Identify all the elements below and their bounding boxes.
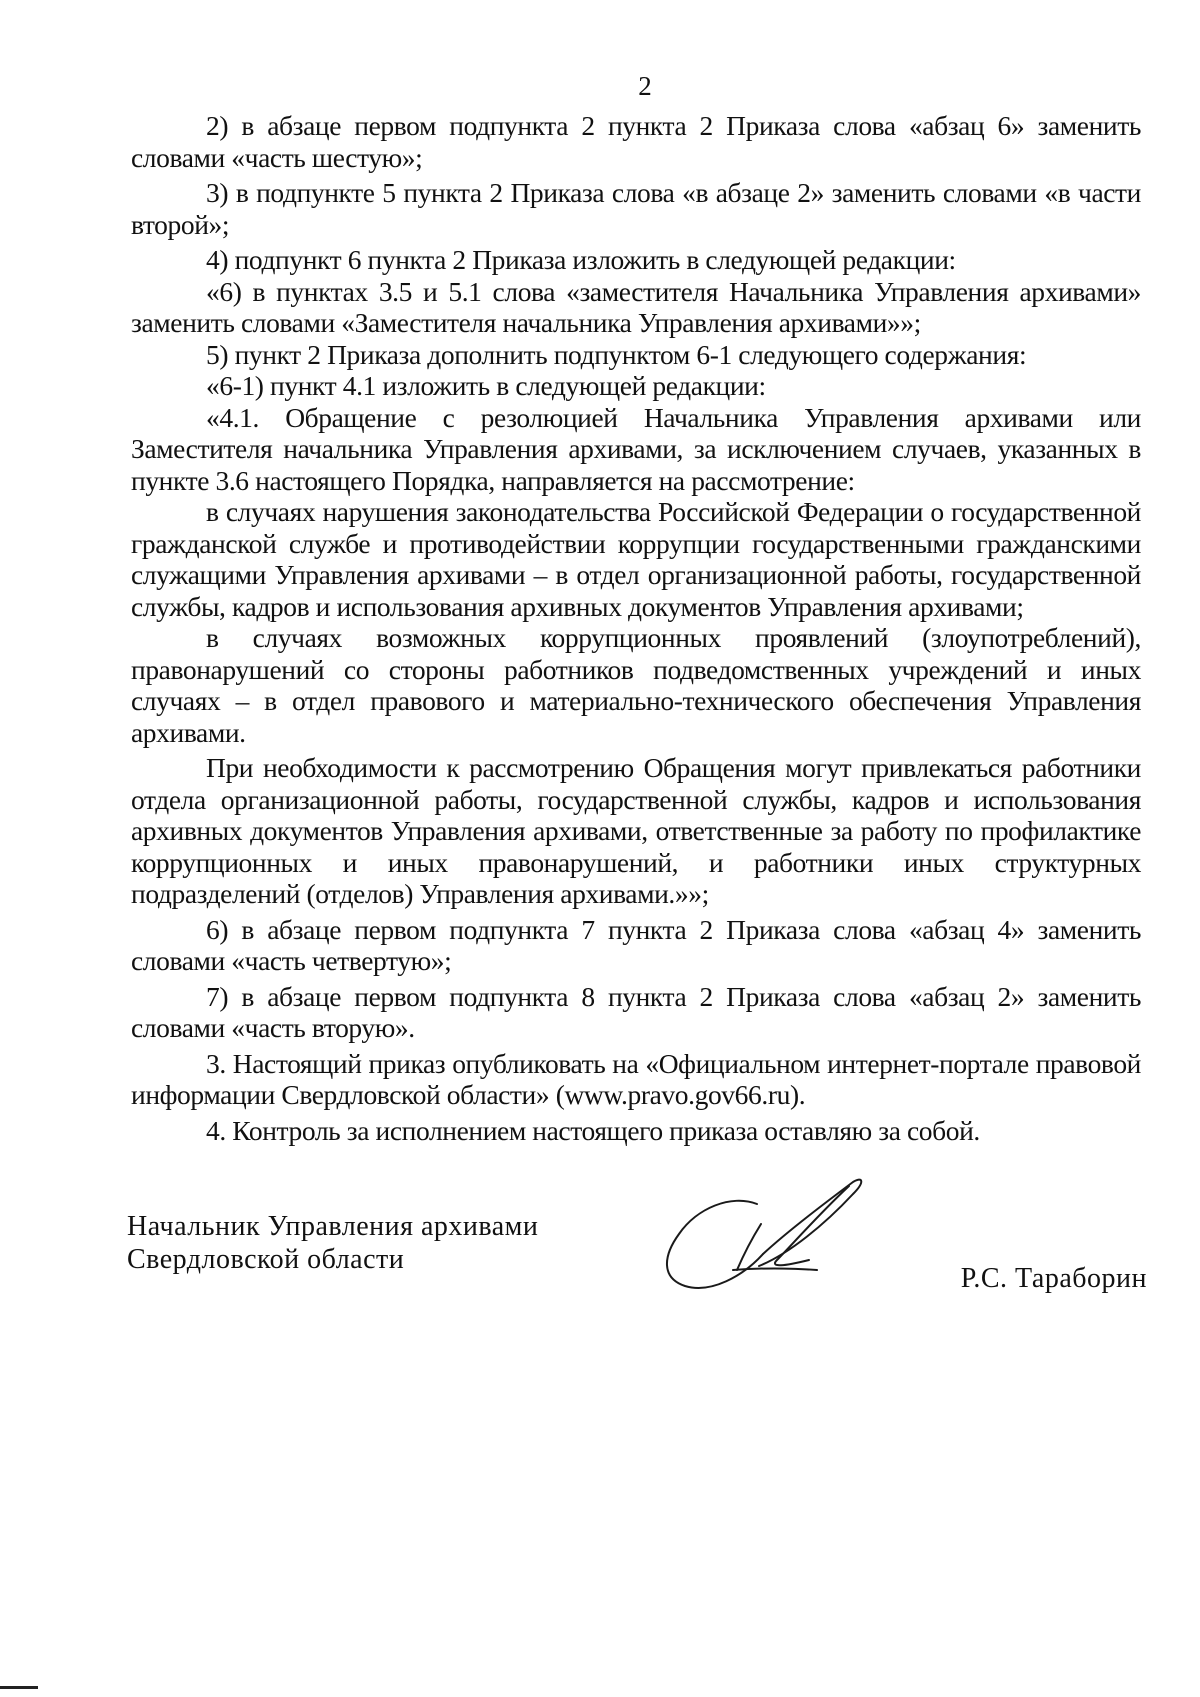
- paragraph-clause-4-1: «4.1. Обращение с резолюцией Начальника Управления архивами или Заместителя начальника Управления архивами, за исключением случаев, указанных в пункте 3.6 настоящего Порядка, направляется на рассмотрение:: [131, 401, 1141, 496]
- signatory-name: Р.С. Тараборин: [960, 1263, 1147, 1294]
- paragraph-amendment-2: 2) в абзаце первом подпункта 2 пункта 2 Приказа слова «абзац 6» заменить словами «часть шестую»;: [131, 110, 1141, 173]
- paragraph-clause-4-1-case-1: в случаях нарушения законодательства Российской Федерации о государственной гражданской службе и противодействии коррупции государственными гражданскими служащими Управления архивами – в отдел организационной работы, государственной службы, кадров и использования архивных документов Управления архивами;: [131, 496, 1141, 622]
- paragraph-amendment-3: 3) в подпункте 5 пункта 2 Приказа слова «в абзаце 2» заменить словами «в части второй»;: [131, 177, 1141, 240]
- paragraph-amendment-7: 7) в абзаце первом подпункта 8 пункта 2 Приказа слова «абзац 2» заменить словами «часть вторую».: [131, 980, 1141, 1043]
- paragraph-publication: 3. Настоящий приказ опубликовать на «Официальном интернет-портале правовой информации Свердловской области» (www.pravo.gov66.ru).: [131, 1047, 1141, 1110]
- document-body: [131, 110, 1141, 1146]
- paragraph-amendment-5: 5) пункт 2 Приказа дополнить подпунктом 6-1 следующего содержания:: [206, 338, 1027, 370]
- paragraph-amendment-6: 6) в абзаце первом подпункта 7 пункта 2 Приказа слова «абзац 4» заменить словами «часть четвертую»;: [131, 913, 1141, 976]
- handwritten-signature-icon: [639, 1170, 899, 1310]
- paragraph-clause-4-1-case-2: в случаях возможных коррупционных проявлений (злоупотреблений), правонарушений со стороны работников подведомственных учреждений и иных случаях – в отдел правового и материально-технического обеспечения Управления архивами.: [131, 622, 1141, 748]
- paragraph-amendment-5-item: «6-1) пункт 4.1 изложить в следующей редакции:: [206, 370, 766, 401]
- paragraph-amendment-4-text: «6) в пунктах 3.5 и 5.1 слова «заместителя Начальника Управления архивами» заменить словами «Заместителя начальника Управления архивами»»;: [131, 275, 1141, 338]
- signatory-position: [127, 1210, 538, 1276]
- paragraph-control: 4. Контроль за исполнением настоящего приказа оставляю за собой.: [206, 1114, 980, 1146]
- signatory-position-line-1: Начальник Управления архивами: [127, 1211, 539, 1242]
- paragraph-clause-4-1-note: При необходимости к рассмотрению Обращения могут привлекаться работники отдела организационной работы, государственной службы, кадров и использования архивных документов Управления архивами, ответственные за работу по профилактике коррупционных и иных правонарушений, и работники иных структурных подразделений (отделов) Управления архивами.»»;: [131, 752, 1141, 909]
- paragraph-amendment-4: 4) подпункт 6 пункта 2 Приказа изложить в следующей редакции:: [206, 244, 956, 275]
- signature-block: [127, 1210, 1147, 1320]
- signatory-position-line-2: Свердловской области: [127, 1244, 405, 1275]
- scan-edge-mark: [0, 1686, 38, 1689]
- page-number: 2: [638, 71, 652, 101]
